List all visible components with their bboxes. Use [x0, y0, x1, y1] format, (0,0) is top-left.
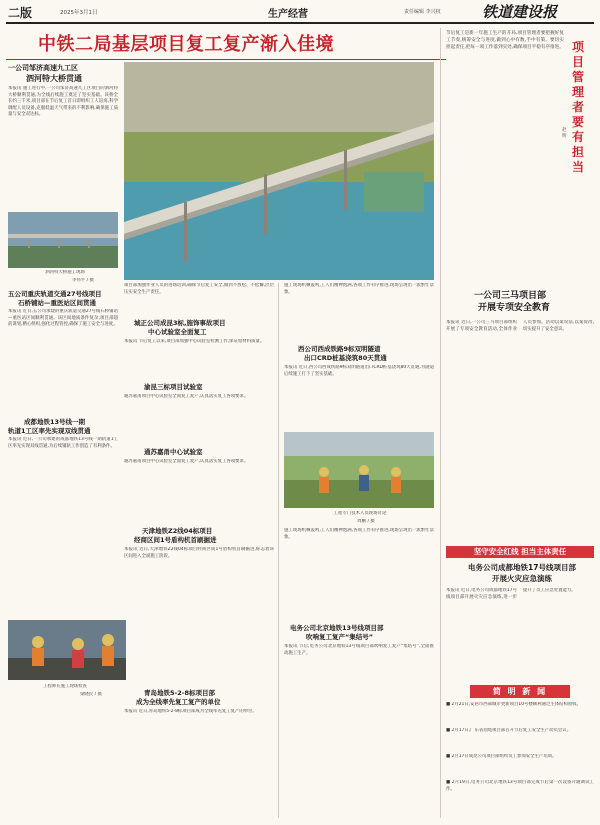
news-list — [446, 702, 594, 806]
col1-author: 李伟平 / 摄 — [72, 278, 94, 283]
col1-article — [8, 64, 118, 222]
col3-title4: 通苏嘉甬中心试验室 — [144, 448, 203, 456]
col3-body: 项目部加强作业人员的进场培训,确保节后复工安全,做到不放松、不松懈,层层压实安全生产责任。 — [124, 283, 274, 295]
col3-title2: 中心试验室全面复工 — [148, 328, 207, 336]
edition-label: 二版 — [8, 6, 33, 20]
col4-lower — [284, 528, 434, 814]
col1-title2: 泗河特大桥贯通 — [26, 74, 82, 83]
issue-date: 2025年3月1日 — [60, 10, 98, 16]
banner-body: 本报讯 近日,电务公司成都地铁17号线项目部开展火灾应急演练,进一步提升了员工应急处置能力。 — [446, 588, 576, 600]
col4-title3: 电务公司北京地铁13号线项目部 — [290, 624, 384, 632]
news-item-text: 2月17日,广东省汕尾项目部召开节后复工安全生产动员会议。 — [451, 728, 572, 733]
news-item-text: 2月19日,电务公司北京地铁13号项目部完成节后第一次设备开通调试工作。 — [446, 780, 594, 792]
col3-title3: 渝昆三标项目试验室 — [144, 383, 203, 391]
col4-title4: 吹响复工复产“集结号” — [306, 633, 374, 641]
banner-sub2: 开展火灾应急演练 — [492, 574, 552, 583]
col1-caption: 泗河特大桥施工现场 — [45, 270, 85, 275]
col4-title2: 出口CRD桩基浇筑80天贯通 — [304, 354, 387, 362]
bridge-photo — [124, 62, 434, 280]
col3-title8: 成为全线率先复工复产的单位 — [136, 698, 221, 706]
col4-author: 周鹏 / 摄 — [357, 519, 375, 524]
divider-col3 — [278, 283, 279, 818]
news-item-text: 2月21日,安居市西部城市更新项目10号楼顺利通过主体结构验收。 — [451, 702, 582, 707]
col3-body4: 本报讯 近日,天津地铁Z2线04标项目经商区间1号盾构机首刷掘进,标志着该区间进入全面施工阶段。 — [124, 547, 274, 559]
col1-title1: 一公司邹济高速九工区 — [8, 64, 78, 72]
commentary-body: 节后复工是新一年施工生产的开局,项目管理者要把握好复工节奏,统筹安全与进度,做到心中有数,手中有策。要切实担起责任,把每一项工作落到实处,确保项目平稳有序推进。 — [446, 31, 564, 51]
main-headline: 中铁二局基层项目复工复产渐入佳境 — [38, 34, 334, 55]
col2-body2: 本报讯 近日,一公司承建的成都地铁13号线一期轨道1工区率先实现双线贯通,为后续铺轨工作创造了有利条件。 — [8, 437, 118, 449]
col2-photo — [8, 620, 126, 680]
headline-rule — [6, 59, 446, 60]
col4-body: 施工现场机械轰鸣,工人们精神饱满,各项工作有序推进,现场呈现出一派繁忙景象。 — [284, 283, 434, 295]
news-item: ■ 2月17日成昆公司项目部组织员工参加安全生产培训。 — [446, 754, 557, 759]
news-banner: 简 明 新 闻 — [470, 685, 570, 698]
col5-body: 本报讯 近日,一公司三马项目部组织开展了专项安全教育活动,全体作业人员参加。活动以案说法,以案促改,切实提升了安全意识。 — [446, 320, 594, 332]
col3-title7: 青岛地铁5-2-8标项目部 — [144, 689, 215, 697]
col4-photo — [284, 432, 434, 508]
news-item-text: 2月17日成昆公司项目部组织员工参加安全生产培训。 — [451, 754, 557, 759]
col4-body3a: 施工现场机械轰鸣,工人们精神饱满,各项工作有序推进,现场呈现出一派繁忙景象。 — [284, 528, 434, 540]
col3-title1: 城正公司成昆3标,施饰事故项目 — [134, 319, 226, 327]
col5-title1: 一公司三马项目部 — [474, 291, 547, 301]
col2-title2: 石桥铺站—重医站区间贯通 — [18, 298, 96, 307]
col1-photo — [8, 212, 118, 268]
col2-body: 本报讯 近日,五公司承建的重庆轨道交通27号线石桥铺站—重医站区间顺利贯通。该区间地质条件复杂,项目部超前谋划,精心组织,强化过程管控,确保了施工安全与进度。 — [8, 309, 118, 328]
divider-right — [440, 28, 441, 818]
news-item: ■ 2月17日,广东省汕尾项目部召开节后复工安全生产动员会议。 — [446, 728, 572, 733]
safety-banner: 坚守安全红线 担当主体责任 — [446, 546, 594, 558]
col4-caption: 工程专门技术人员现场讨论 — [333, 511, 387, 516]
col1-body: 本报讯 施工进行中,一公司邹济高速九工区项目的泗河特大桥顺利贯通,为全线后续施工奠定了坚实基础。该桥全长约三千米,项目部在节后复工首日即组织工人返岗,科学调配人员设备,克服低温天气带来的不利影响,确保施工质量与安全双达标。 — [8, 86, 118, 118]
news-item: ■ 2月19日,电务公司北京地铁13号项目部完成节后第一次设备开通调试工作。 — [446, 780, 594, 792]
news-item: ■ 2月21日,安居市西部城市更新项目10号楼顺利通过主体结构验收。 — [446, 702, 582, 707]
col5-title2: 开展专项安全教育 — [478, 303, 551, 313]
commentary-title: 项目管理者要有担当 — [572, 40, 585, 174]
col3-article — [124, 283, 274, 749]
col3-body5: 本报讯 近日,青岛地铁5-2-8标项目部成为全线率先复工复产的单位。 — [124, 709, 257, 714]
col3-body3b: 通苏嘉甬项目中心试验室全面复工复产,认真落实复工各项要求。 — [124, 459, 249, 464]
col2-title1: 五公司重庆轨道交通27号线项目 — [8, 290, 102, 298]
col3-title5: 天津地铁Z2线04标项目 — [142, 527, 213, 535]
col4-title1: 西公司西成铁路9标双明隧道 — [298, 345, 381, 353]
editor-credit: 责任编辑 李兴权 — [404, 9, 441, 15]
col4-article — [284, 283, 434, 415]
col2-author: 梁晓民 / 摄 — [80, 692, 102, 697]
section-title: 生产经营 — [268, 9, 308, 20]
commentary-author: 赵明 — [562, 128, 567, 139]
col2-title3: 成都地铁13号线一期 — [24, 418, 86, 426]
masthead — [0, 0, 600, 24]
masthead-rule — [6, 22, 594, 24]
col2-caption: 工程师在施工现场检查 — [43, 684, 87, 689]
col3-title6: 经商区间1号盾构机首刷掘进 — [134, 536, 217, 544]
col2-article — [8, 290, 118, 587]
col5-article — [446, 290, 594, 542]
col3-body2: 本报讯 节后复工以来,项目部加强中心试验室检测工作,保证原材料质量。 — [124, 339, 265, 344]
banner-sub1: 电务公司成都地铁17号线项目部 — [468, 563, 576, 572]
col3-body3: 通苏嘉甬项目中心试验室全面复工复产,认真落实复工各项要求。 — [124, 394, 249, 399]
newspaper-logo: 铁道建设报 — [482, 3, 558, 21]
col2-title4: 轨道1工区率先实现双线贯通 — [8, 426, 91, 435]
col4-body3: 本报讯 节后,电务公司北京地铁13号线项目部吹响复工复产“集结号”,全面推动施工生产。 — [284, 644, 434, 656]
col4-body2: 本报讯 近日,西公司西成铁路9标双明隧道出口CRD桩基浇筑80天贯通,为隧道后续施工打下了坚实基础。 — [284, 365, 434, 377]
